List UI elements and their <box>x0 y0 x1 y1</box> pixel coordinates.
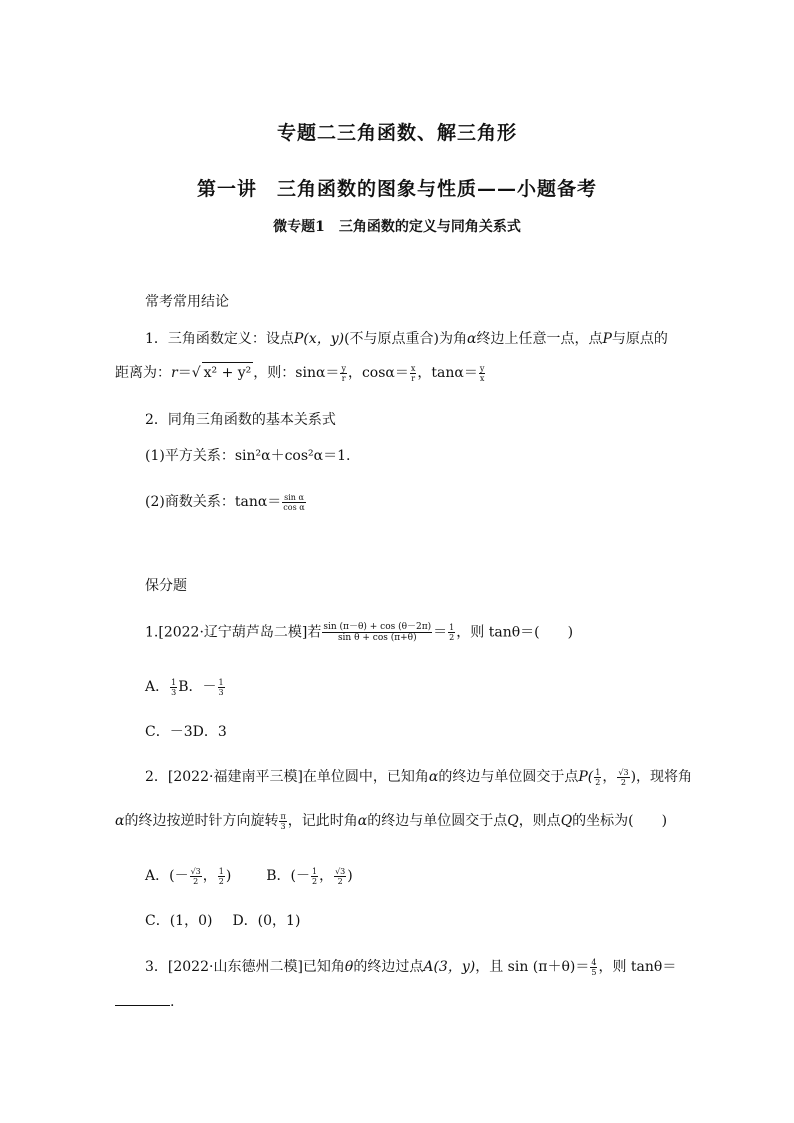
conclusion-1-line2: 距离为：r＝√ x² + y² ，则：sinα＝ $\frac{y}{r}$ ，cosα＝ $\frac{x}{r}$ ，tanα＝ $\frac{y}{x}$ <box>115 363 485 383</box>
conclusion-2-1: (1)平方关系：sin²α＋cos²α＝1. <box>145 448 351 464</box>
conclusion-1-line1: 1．三角函数定义：设点P(x，y)(不与原点重合)为角α终边上任意一点，点P与原点的 <box>145 331 668 347</box>
fraction-y-over-x: $\frac{y}{x}$ <box>479 363 485 383</box>
micro-topic-title: 微专题1 三角函数的定义与同角关系式 <box>273 219 521 235</box>
conclusion-2-2: (2)商数关系：tanα＝ $\frac{\text{sin α}}{\text{cos α}}$ <box>145 492 305 512</box>
q3-sine-fraction: $\frac{4}{5}$ <box>591 957 597 977</box>
practice-heading: 保分题 <box>145 578 187 594</box>
fraction-x-over-r: $\frac{x}{r}$ <box>410 363 416 383</box>
fraction-sin-over-cos: $\frac{\text{sin α}}{\text{cos α}}$ <box>283 492 305 512</box>
sqrt-body: x² + y² <box>202 362 254 383</box>
q2-option-b-x: $\frac{1}{2}$ <box>311 866 318 886</box>
question-1: 1.[2022·辽宁葫芦岛二模]若 $\frac{\sin (\pi-\theta) + \cos (\theta-2\pi)}{\text{sin θ + cos (π+θ)}}$ ＝ $\frac{1}{2}$ ，则 tanθ＝( ) <box>145 622 574 643</box>
q1-options-cd: C．－3D．3 <box>145 724 227 740</box>
q1-option-b-fraction: $\frac{1}{3}$ <box>218 677 224 697</box>
question-3-line2: . <box>115 992 794 1012</box>
lecture-title: 第一讲 三角函数的图象与性质——小题备考 <box>196 178 597 200</box>
q2-option-a-x: $\frac{√3}{2}$ <box>190 866 201 886</box>
q2-option-b-y: $\frac{√3}{2}$ <box>335 866 346 886</box>
q2-rotation-fraction: $\frac{\pi}{3}$ <box>280 811 286 831</box>
q2-options-ab: A．(－ $\frac{√3}{2}$ ， $\frac{1}{2}$ ) B．(－ $\frac{1}{2}$ ， $\frac{√3}{2}$ ) <box>145 866 353 886</box>
answer-blank[interactable] <box>115 993 170 1006</box>
q1-options-ab: A． $\frac{1}{3}$ B．－ $\frac{1}{3}$ <box>145 677 224 697</box>
conclusion-2: 2．同角三角函数的基本关系式 <box>145 412 336 428</box>
question-2-line1: 2．[2022·福建南平三模]在单位圆中，已知角α的终边与单位圆交于点P( $\frac{1}{2}$ ， $\frac{√3}{2}$ )，现将角 <box>145 767 693 787</box>
fraction-y-over-r: $\frac{y}{r}$ <box>341 363 346 383</box>
question-3-line1: 3．[2022·山东德州二模]已知角θ的终边过点A(3，y)，且 sin (π＋θ)＝ $\frac{4}{5}$ ，则 tanθ＝ <box>145 957 677 977</box>
document-title: 专题二三角函数、解三角形 <box>276 122 517 144</box>
question-2-line2: α的终边按逆时针方向旋转 $\frac{\pi}{3}$ ，记此时角α的终边与单位圆交于点Q，则点Q的坐标为( ) <box>115 811 668 831</box>
q2-point-y-fraction: $\frac{√3}{2}$ <box>618 767 629 787</box>
q1-main-fraction: $\frac{\sin (\pi-\theta) + \cos (\theta-2\pi)}{\text{sin θ + cos (π+θ)}}$ <box>323 622 432 643</box>
radical-sign-icon: √ <box>191 365 201 381</box>
q2-option-a-y: $\frac{1}{2}$ <box>218 866 224 886</box>
q2-point-x-fraction: $\frac{1}{2}$ <box>595 767 601 787</box>
q1-option-a-fraction: $\frac{1}{3}$ <box>171 677 177 697</box>
q2-options-cd: C．(1，0) D．(0，1) <box>145 913 301 929</box>
conclusions-heading: 常考常用结论 <box>145 294 229 310</box>
q1-half-fraction: $\frac{1}{2}$ <box>449 623 455 642</box>
